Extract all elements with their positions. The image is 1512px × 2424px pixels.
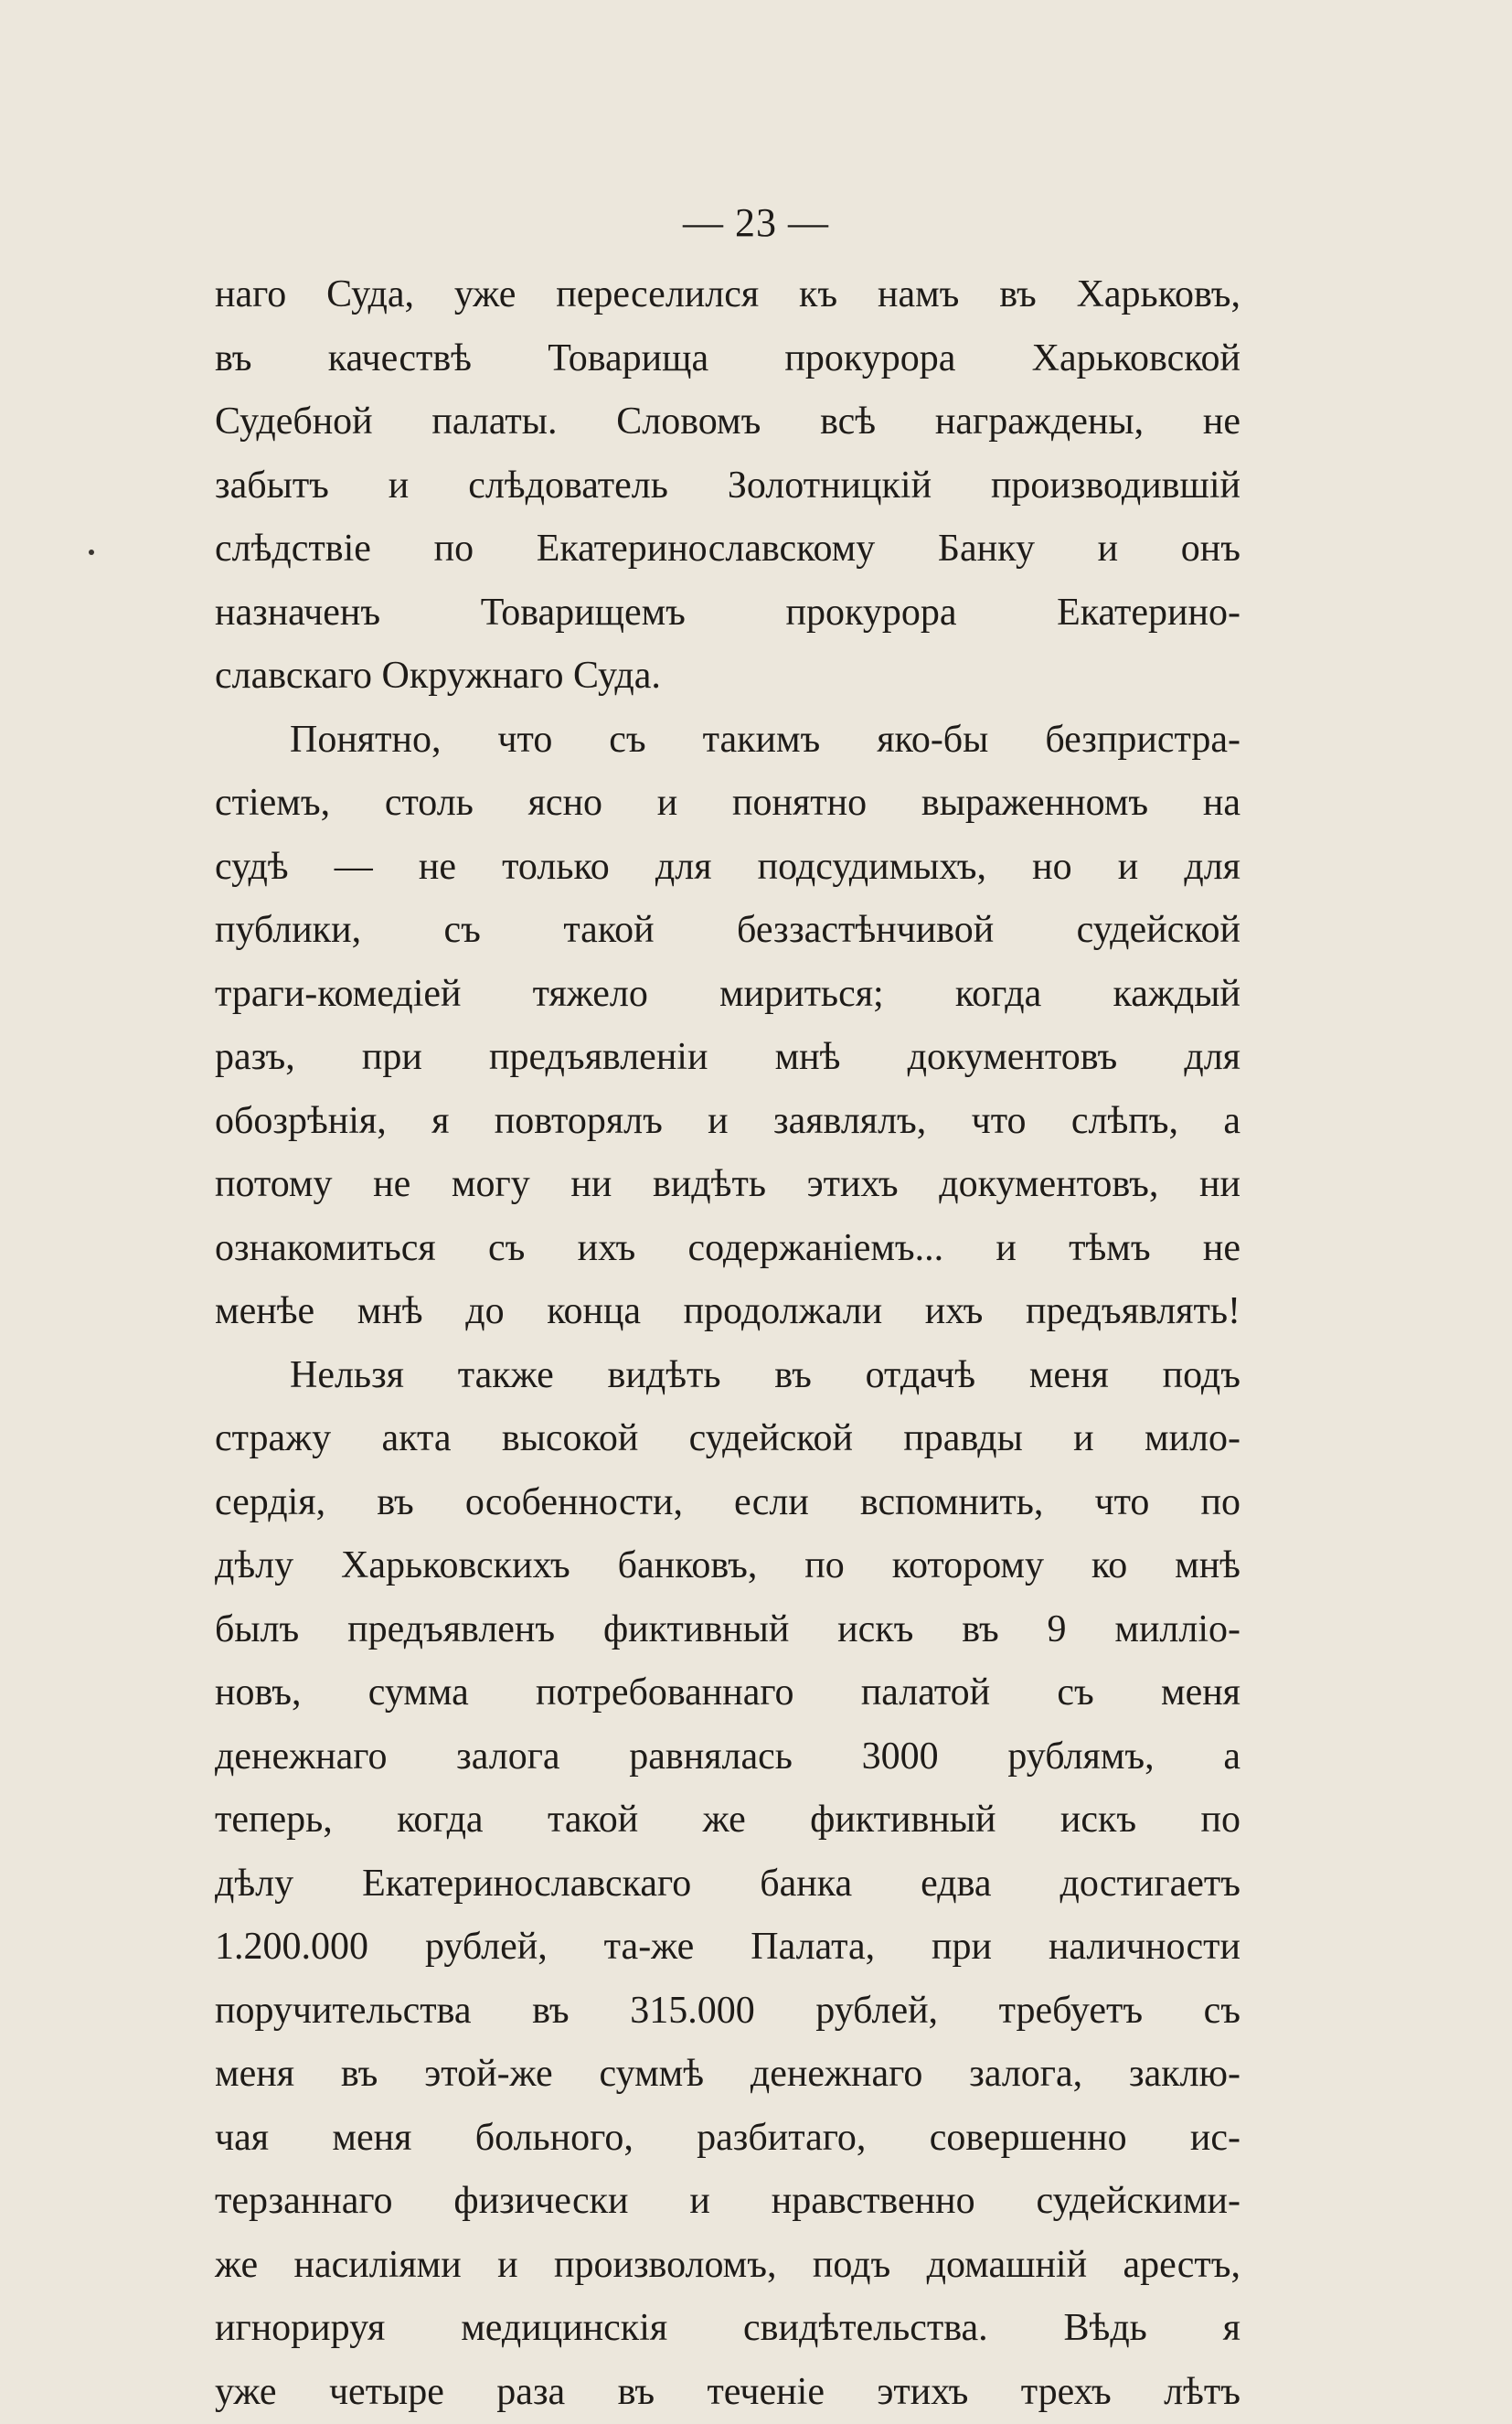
text-line: публики, съ такой беззастѣнчивой судейской	[215, 899, 1240, 963]
text-line: 1.200.000 рублей, та-же Палата, при наличности	[215, 1916, 1240, 1980]
text-line: траги-комедіей тяжело мириться; когда каждый	[215, 963, 1240, 1027]
text-line: меня въ этой-же суммѣ денежнаго залога, заклю-	[215, 2043, 1240, 2107]
paragraph-2	[215, 709, 1240, 1344]
text-line: сердія, въ особенности, если вспомнить, что по	[215, 1471, 1240, 1535]
paragraph-3	[215, 1344, 1240, 2424]
text-line: игнорируя медицинскія свидѣтельства. Вѣдь я	[215, 2297, 1240, 2361]
text-line: Понятно, что съ такимъ яко-бы безпристра-	[215, 709, 1240, 773]
text-line: же насиліями и произволомъ, подъ домашній арестъ,	[215, 2234, 1240, 2298]
text-line: забытъ и слѣдователь Золотницкій производившій	[215, 454, 1240, 518]
text-line: наго Суда, уже переселился къ намъ въ Харьковъ,	[215, 263, 1240, 327]
page-number: — 23 —	[0, 199, 1512, 246]
text-line: поручительства въ 315.000 рублей, требуетъ съ	[215, 1980, 1240, 2044]
text-line: Судебной палаты. Словомъ всѣ награждены, не	[215, 390, 1240, 454]
text-line: ознакомиться съ ихъ содержаніемъ... и тѣмъ не	[215, 1217, 1240, 1281]
text-line: славскаго Окружнаго Суда.	[215, 645, 1240, 709]
text-line: дѣлу Харьковскихъ банковъ, по которому ко мнѣ	[215, 1534, 1240, 1598]
paragraph-1	[215, 263, 1240, 709]
text-line: былъ предъявленъ фиктивный искъ въ 9 милліо-	[215, 1598, 1240, 1662]
body-text	[215, 263, 1240, 2424]
text-line: чая меня больного, разбитаго, совершенно ис-	[215, 2107, 1240, 2171]
text-line: судѣ — не только для подсудимыхъ, но и для	[215, 836, 1240, 900]
text-line: разъ, при предъявленіи мнѣ документовъ для	[215, 1026, 1240, 1090]
text-line: обозрѣнія, я повторялъ и заявлялъ, что слѣпъ, а	[215, 1090, 1240, 1154]
text-line: уже четыре раза въ теченіе этихъ трехъ лѣтъ	[215, 2361, 1240, 2424]
paper-speck	[89, 550, 94, 555]
text-line: стражу акта высокой судейской правды и мило-	[215, 1407, 1240, 1471]
text-line: дѣлу Екатеринославскаго банка едва достигаетъ	[215, 1853, 1240, 1917]
text-line: потому не могу ни видѣть этихъ документовъ, ни	[215, 1153, 1240, 1217]
text-line: назначенъ Товарищемъ прокурора Екатерино-	[215, 582, 1240, 646]
text-line: новъ, сумма потребованнаго палатой съ меня	[215, 1661, 1240, 1725]
text-line: стіемъ, столь ясно и понятно выраженномъ на	[215, 772, 1240, 836]
text-line: терзаннаго физически и нравственно судейскими-	[215, 2170, 1240, 2234]
text-line: денежнаго залога равнялась 3000 рублямъ, а	[215, 1725, 1240, 1789]
text-line: въ качествѣ Товарища прокурора Харьковской	[215, 327, 1240, 391]
text-line: Нельзя также видѣть въ отдачѣ меня подъ	[215, 1344, 1240, 1408]
text-line: теперь, когда такой же фиктивный искъ по	[215, 1789, 1240, 1853]
text-line: слѣдствіе по Екатеринославскому Банку и онъ	[215, 518, 1240, 582]
text-line: менѣе мнѣ до конца продолжали ихъ предъявлять!	[215, 1280, 1240, 1344]
